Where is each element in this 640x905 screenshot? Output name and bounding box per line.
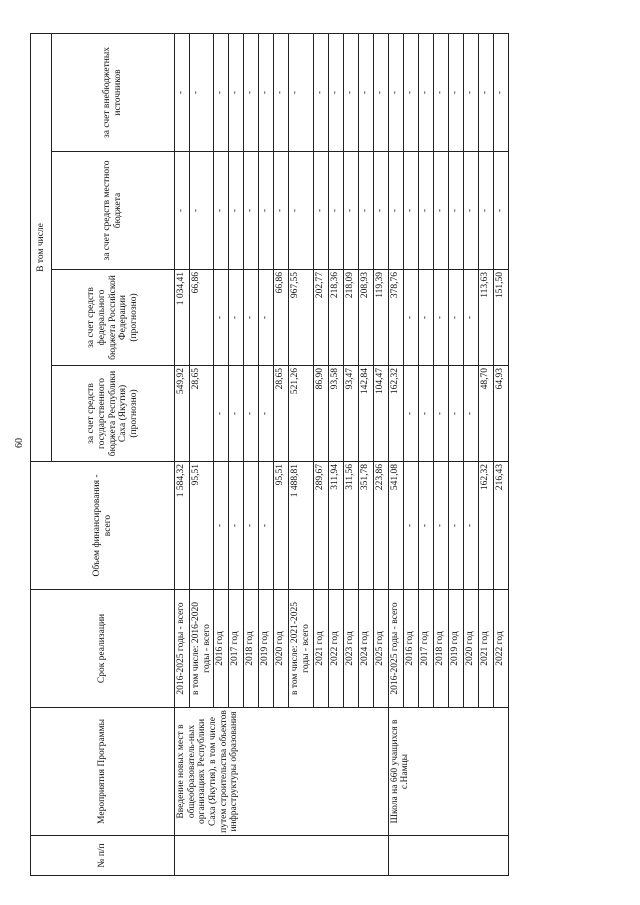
cell-state: 142,84 bbox=[358, 366, 373, 462]
cell-period: 2017 год bbox=[418, 590, 433, 708]
cell-period: 2017 год bbox=[229, 590, 244, 708]
cell-extra: - bbox=[229, 33, 244, 151]
cell-period: 2016-2025 годы - всего bbox=[175, 590, 190, 708]
cell-extra: - bbox=[358, 33, 373, 151]
cell-local: - bbox=[175, 152, 190, 270]
cell-extra: - bbox=[388, 33, 403, 151]
cell-federal: 202,77 bbox=[313, 270, 328, 366]
cell-state: - bbox=[433, 366, 448, 462]
cell-total: - bbox=[214, 462, 229, 590]
cell-local: - bbox=[259, 152, 274, 270]
cell-local: - bbox=[478, 152, 493, 270]
cell-state: 86,90 bbox=[313, 366, 328, 462]
cell-local: - bbox=[274, 152, 289, 270]
cell-state: 104,47 bbox=[373, 366, 388, 462]
cell-federal: - bbox=[463, 270, 478, 366]
cell-state: - bbox=[448, 366, 463, 462]
cell-local: - bbox=[244, 152, 259, 270]
table-body bbox=[175, 33, 509, 875]
cell-state: 162,32 bbox=[388, 366, 403, 462]
cell-extra: - bbox=[190, 33, 214, 151]
cell-local: - bbox=[190, 152, 214, 270]
cell-total: 541,08 bbox=[388, 462, 403, 590]
cell-federal: 378,76 bbox=[388, 270, 403, 366]
cell-state: 28,65 bbox=[190, 366, 214, 462]
cell-local: - bbox=[328, 152, 343, 270]
cell-federal: 66,86 bbox=[190, 270, 214, 366]
cell-period: 2021 год bbox=[478, 590, 493, 708]
cell-state: 93,47 bbox=[343, 366, 358, 462]
cell-extra: - bbox=[274, 33, 289, 151]
cell-federal: - bbox=[259, 270, 274, 366]
cell-num bbox=[388, 836, 508, 876]
cell-local: - bbox=[418, 152, 433, 270]
header-federal-budget: за счет средств федерального бюджета Российской Федерации (прогнозно) bbox=[52, 270, 175, 366]
cell-extra: - bbox=[433, 33, 448, 151]
cell-local: - bbox=[214, 152, 229, 270]
cell-period: 2019 год bbox=[259, 590, 274, 708]
cell-total: 162,32 bbox=[478, 462, 493, 590]
cell-extra: - bbox=[214, 33, 229, 151]
header-num: № п/п bbox=[31, 836, 175, 876]
cell-period: 2024 год bbox=[358, 590, 373, 708]
header-measures: Мероприятия Программы bbox=[31, 708, 175, 836]
cell-extra: - bbox=[175, 33, 190, 151]
header-state-budget: за счет средств государственного бюджета Республики Саха (Якутия) (прогнозно) bbox=[52, 366, 175, 462]
cell-period: в том числе: 2016-2020 годы - всего bbox=[190, 590, 214, 708]
cell-total: 1 488,81 bbox=[289, 462, 313, 590]
cell-period: 2020 год bbox=[463, 590, 478, 708]
cell-state: 93,58 bbox=[328, 366, 343, 462]
cell-local: - bbox=[343, 152, 358, 270]
cell-state: 549,92 bbox=[175, 366, 190, 462]
cell-total: - bbox=[433, 462, 448, 590]
cell-extra: - bbox=[448, 33, 463, 151]
cell-federal: 218,09 bbox=[343, 270, 358, 366]
cell-total: - bbox=[448, 462, 463, 590]
cell-federal: - bbox=[418, 270, 433, 366]
cell-extra: - bbox=[403, 33, 418, 151]
cell-total: 1 584,32 bbox=[175, 462, 190, 590]
rotated-table-wrapper bbox=[30, 34, 600, 876]
cell-period: 2018 год bbox=[244, 590, 259, 708]
financing-table bbox=[30, 33, 509, 876]
cell-state: 48,70 bbox=[478, 366, 493, 462]
cell-extra: - bbox=[418, 33, 433, 151]
cell-federal: 119,39 bbox=[373, 270, 388, 366]
cell-federal: 66,86 bbox=[274, 270, 289, 366]
header-extrabudget: за счет внебюджетных источников bbox=[52, 33, 175, 151]
cell-period: 2019 год bbox=[448, 590, 463, 708]
cell-state: 28,65 bbox=[274, 366, 289, 462]
header-local-budget: за счет средств местного бюджета bbox=[52, 152, 175, 270]
cell-total: 289,67 bbox=[313, 462, 328, 590]
cell-state: 64,93 bbox=[493, 366, 508, 462]
cell-measure: Введение новых мест в общеобразователь-ных организациях Республики Саха (Якутия), в том числе путем строительства объектов инфраструктуры образования bbox=[175, 708, 389, 836]
cell-total: 223,86 bbox=[373, 462, 388, 590]
cell-state: - bbox=[229, 366, 244, 462]
cell-total: 351,78 bbox=[358, 462, 373, 590]
cell-local: - bbox=[403, 152, 418, 270]
cell-federal: 113,63 bbox=[478, 270, 493, 366]
cell-total: 311,56 bbox=[343, 462, 358, 590]
cell-extra: - bbox=[328, 33, 343, 151]
cell-state: - bbox=[463, 366, 478, 462]
table-row bbox=[175, 33, 190, 875]
cell-federal: 967,55 bbox=[289, 270, 313, 366]
cell-period: 2016 год bbox=[403, 590, 418, 708]
cell-period: 2022 год bbox=[328, 590, 343, 708]
cell-total: - bbox=[418, 462, 433, 590]
cell-period: 2020 год bbox=[274, 590, 289, 708]
cell-federal: - bbox=[448, 270, 463, 366]
cell-period: 2016 год bbox=[214, 590, 229, 708]
cell-state: - bbox=[403, 366, 418, 462]
cell-state: - bbox=[214, 366, 229, 462]
cell-extra: - bbox=[493, 33, 508, 151]
cell-local: - bbox=[463, 152, 478, 270]
cell-period: в том числе: 2021-2025 годы - всего bbox=[289, 590, 313, 708]
cell-federal: - bbox=[403, 270, 418, 366]
cell-total: - bbox=[229, 462, 244, 590]
cell-total: - bbox=[463, 462, 478, 590]
header-total: Объем финансирования - всего bbox=[31, 462, 175, 590]
cell-state: - bbox=[418, 366, 433, 462]
cell-federal: - bbox=[244, 270, 259, 366]
cell-measure: Школа на 660 учащихся в с.Намцы bbox=[388, 708, 508, 836]
cell-total: - bbox=[259, 462, 274, 590]
header-period: Срок реализации bbox=[31, 590, 175, 708]
cell-local: - bbox=[388, 152, 403, 270]
cell-period: 2018 год bbox=[433, 590, 448, 708]
cell-local: - bbox=[433, 152, 448, 270]
cell-extra: - bbox=[463, 33, 478, 151]
page-number: 60 bbox=[14, 438, 25, 448]
cell-federal: 208,93 bbox=[358, 270, 373, 366]
cell-state: 521,26 bbox=[289, 366, 313, 462]
cell-period: 2022 год bbox=[493, 590, 508, 708]
cell-state: - bbox=[259, 366, 274, 462]
cell-state: - bbox=[244, 366, 259, 462]
cell-period: 2025 год bbox=[373, 590, 388, 708]
cell-extra: - bbox=[244, 33, 259, 151]
cell-federal: 218,36 bbox=[328, 270, 343, 366]
cell-federal: - bbox=[433, 270, 448, 366]
cell-period: 2016-2025 годы - всего bbox=[388, 590, 403, 708]
cell-total: 216,43 bbox=[493, 462, 508, 590]
cell-extra: - bbox=[373, 33, 388, 151]
cell-local: - bbox=[358, 152, 373, 270]
cell-extra: - bbox=[289, 33, 313, 151]
cell-federal: 1 034,41 bbox=[175, 270, 190, 366]
cell-federal: - bbox=[214, 270, 229, 366]
cell-total: 95,51 bbox=[190, 462, 214, 590]
table-row bbox=[388, 33, 403, 875]
cell-total: 311,94 bbox=[328, 462, 343, 590]
cell-total: 95,51 bbox=[274, 462, 289, 590]
cell-local: - bbox=[448, 152, 463, 270]
cell-extra: - bbox=[343, 33, 358, 151]
cell-extra: - bbox=[478, 33, 493, 151]
cell-federal: - bbox=[229, 270, 244, 366]
cell-period: 2021 год bbox=[313, 590, 328, 708]
cell-num bbox=[175, 836, 389, 876]
cell-total: - bbox=[403, 462, 418, 590]
cell-local: - bbox=[373, 152, 388, 270]
cell-local: - bbox=[313, 152, 328, 270]
cell-extra: - bbox=[259, 33, 274, 151]
header-including: В том числе bbox=[31, 33, 52, 461]
cell-total: - bbox=[244, 462, 259, 590]
cell-local: - bbox=[289, 152, 313, 270]
cell-period: 2023 год bbox=[343, 590, 358, 708]
cell-local: - bbox=[229, 152, 244, 270]
cell-local: - bbox=[493, 152, 508, 270]
cell-extra: - bbox=[313, 33, 328, 151]
cell-federal: 151,50 bbox=[493, 270, 508, 366]
